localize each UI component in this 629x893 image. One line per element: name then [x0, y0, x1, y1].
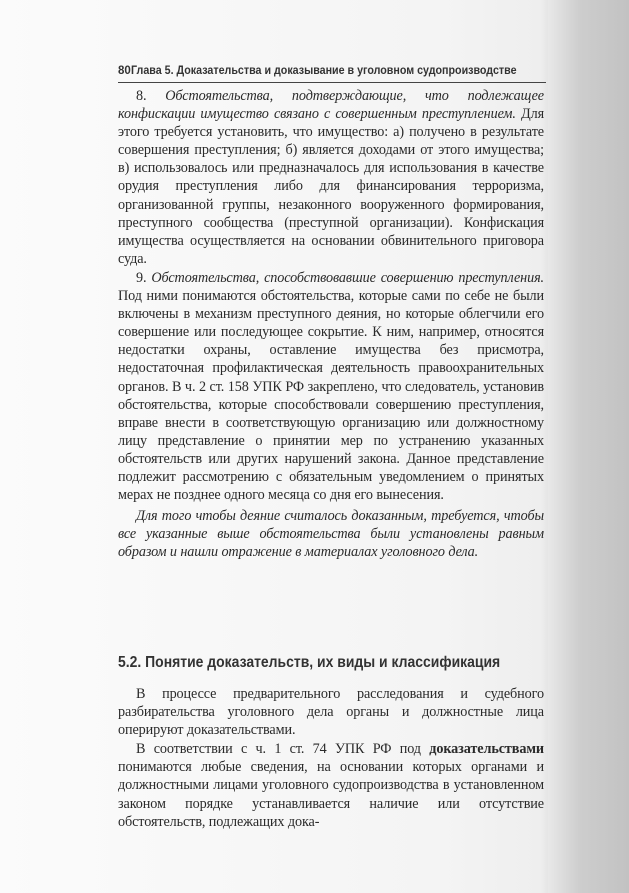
paragraph-8	[118, 87, 544, 268]
section-text	[118, 685, 544, 831]
section-paragraph-2	[118, 740, 544, 830]
paragraph-8-text: Для этого требуется установить, что имущество: а) получено в результате совершения преступления; б) является доходами от этого имущества; в) использовалось или предназначалось для использования в качестве орудия преступления либо для финансирования терроризма, организованной группы, незаконного вооруженного формирования, преступного сообщества (преступной организации). Конфискация имущества осуществляется на основании обвинительного приговора суда.	[118, 106, 544, 267]
chapter-title: Глава 5. Доказательства и доказывание в уголовном судопроизводстве	[131, 65, 517, 77]
paragraph-9	[118, 269, 544, 504]
paragraph-9-number: 9.	[136, 269, 152, 286]
page-gutter-shadow	[548, 0, 629, 893]
term-evidence: доказательствами	[429, 741, 544, 758]
main-text	[118, 87, 544, 561]
paragraph-9-heading: Обстоятельства, способствовавшие совершению преступления.	[151, 269, 545, 286]
running-header	[118, 60, 546, 83]
section-paragraph-2-rest: понимаются любые сведения, на основании которых органами и должностными лицами уголовного судопроизводства в установленном законом порядке устанавливается наличие или отсутствие обстоятельств, подлежащих дока-	[118, 759, 544, 830]
paragraph-9-text: Под ними понимаются обстоятельства, которые сами по себе не были включены в механизм преступного деяния, но которые облегчили его совершение или последующее сокрытие. К ним, например, относятся недостатки охраны, оставление имущества без присмотра, недостаточная профилактическая деятельность правоохранительных органов. В ч. 2 ст. 158 УПК РФ закреплено, что следователь, установив обстоятельства, которые способствовали совершению преступления, вправе внести в соответствующую организацию или должностному лицу представление о принятии мер по устранению указанных обстоятельств или других нарушений закона. Данное представление подлежит рассмотрению с обязательным уведомлением о принятых мерах не позднее одного месяца со дня его вынесения.	[118, 288, 544, 504]
paragraph-8-heading: Обстоятельства, подтверждающие, что подлежащее конфискации имущество связано с совершенным преступлением.	[118, 88, 545, 123]
section-paragraph-1: В процессе предварительного расследования и судебного разбирательства уголовного дела органы и должностные лица оперируют доказательствами.	[118, 686, 544, 739]
section-heading: 5.2. Понятие доказательств, их виды и классификация	[118, 654, 501, 671]
section-paragraph-2-lead: В соответствии с ч. 1 ст. 74 УПК РФ под	[136, 741, 430, 758]
page-number: 80	[118, 65, 131, 77]
paragraph-8-number: 8.	[136, 88, 166, 104]
conclusion-paragraph: Для того чтобы деяние считалось доказанным, требуется, чтобы все указанные выше обстоятельства были установлены равным образом и нашли отражение в материалах уголовного дела.	[118, 508, 544, 561]
